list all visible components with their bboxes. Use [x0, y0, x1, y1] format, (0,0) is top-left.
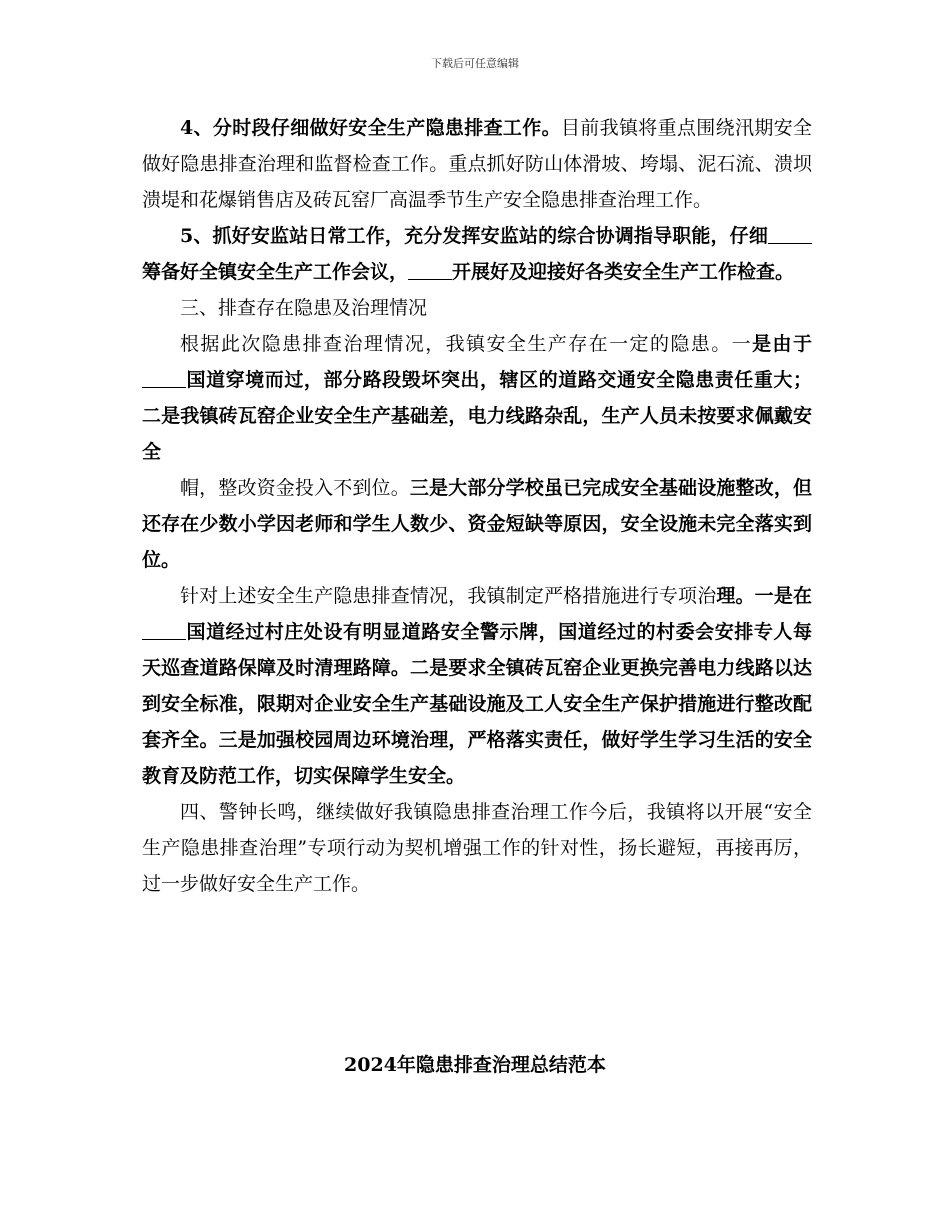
- section-4-paragraph: 四、警钟长鸣，继续做好我镇隐患排查治理工作今后，我镇将以开展“安全生产隐患排查治理”专项行动为契机增强工作的针对性，扬长避短，再接再厉，过一步做好安全生产工作。: [142, 801, 812, 895]
- fill-blank-2: [408, 261, 452, 280]
- paragraph-hazards-bold1: 是由于: [752, 333, 812, 355]
- paragraph-item-5: [142, 218, 812, 290]
- fill-blank-3: [142, 369, 186, 388]
- paragraph-helmet-text: 帽，整改资金投入不到位。: [180, 477, 410, 499]
- paragraph-helmet-bold: 三是大部分学校虽已完成安全基础设施整改，但还存在少数小学因老师和学生人数少、资金短缺等原因，安全设施未完全落实到位。: [142, 477, 812, 571]
- paragraph-5-part2: 筹备好全镇安全生产工作会议，: [142, 261, 409, 283]
- paragraph-4-lead: 4、分时段仔细做好安全生产隐患排查工作。: [180, 117, 561, 139]
- paragraph-measures-bold2: 国道经过村庄处设有明显道路安全警示牌，国道经过的村委会安排专人每天巡查道路保障及时清理路障。二是要求全镇砖瓦窑企业更换完善电力线路以达到安全标准，限期对企业安全生产基础设施及工人安全生产保护措施进行整改配套齐全。三是加强校园周边环境治理，严格落实责任，做好学生学习生活的安全教育及防范工作，切实保障学生安全。: [142, 621, 812, 787]
- paragraph-5-part1: 5、抓好安监站日常工作，充分发挥安监站的综合协调指导职能，仔细: [180, 225, 768, 247]
- paragraph-measures-bold1: 理。一是在: [716, 585, 812, 607]
- paragraph-hazards: [142, 326, 812, 470]
- document-body: [142, 110, 812, 902]
- paragraph-helmet: [142, 470, 812, 578]
- paragraph-5-part3: 开展好及迎接好各类安全生产工作检查。: [452, 261, 795, 283]
- paragraph-4-text: 目前我镇将重点围绕汛期安全做好隐患排查治理和监督检查工作。重点抓好防山体滑坡、垮塌、泥石流、溃坝溃堤和花爆销售店及砖瓦窑厂高温季节生产安全隐患排查治理工作。: [142, 117, 812, 211]
- section-3-heading: 三、排查存在隐患及治理情况: [180, 297, 428, 319]
- paragraph-hazards-bold2: 国道穿境而过，部分路段毁坏突出，辖区的道路交通安全隐患责任重大；二是我镇砖瓦窑企业安全生产基础差，电力线路杂乱，生产人员未按要求佩戴安全: [142, 369, 812, 463]
- paragraph-measures-intro: 针对上述安全生产隐患排查情况，我镇制定严格措施进行专项治: [180, 585, 717, 607]
- paragraph-measures: [142, 578, 812, 794]
- document-title: 2024年隐患排查治理总结范本: [344, 1054, 606, 1076]
- paragraph-item-4: [142, 110, 812, 218]
- paragraph-hazards-intro: 根据此次隐患排查治理情况，我镇安全生产存在一定的隐患。一: [180, 333, 753, 355]
- fill-blank-4: [142, 621, 186, 640]
- page-header-note: 下载后可任意编辑: [431, 57, 519, 70]
- fill-blank-1: [768, 225, 812, 244]
